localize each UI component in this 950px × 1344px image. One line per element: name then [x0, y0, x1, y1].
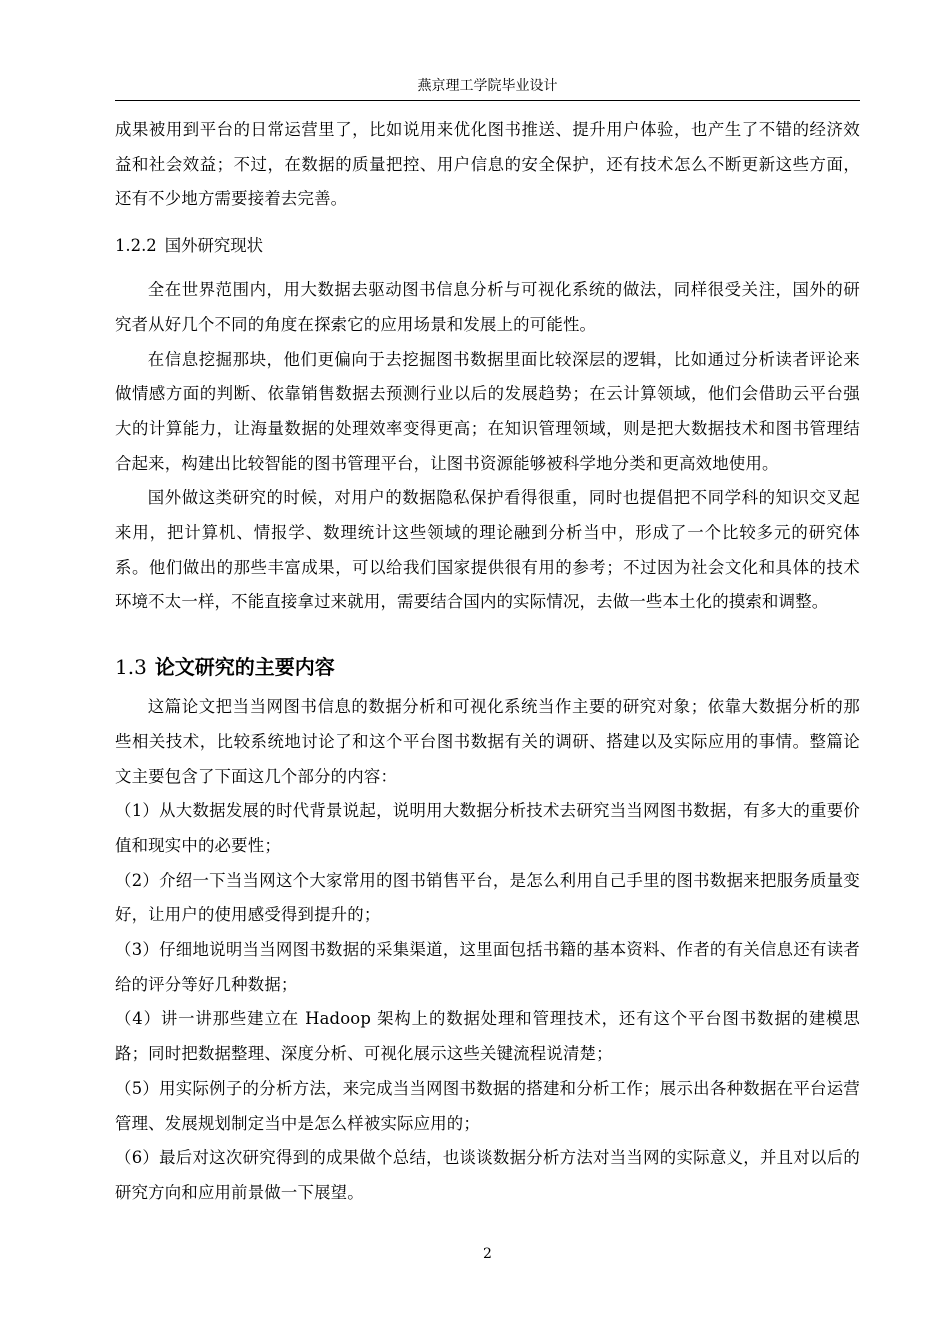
page-number: 2 — [483, 1246, 492, 1262]
list-item: （5）用实际例子的分析方法，来完成当当网图书数据的搭建和分析工作；展示出各种数据在平台运营管理、发展规划制定当中是怎么样被实际应用的； — [115, 1078, 860, 1133]
intro-paragraph: 成果被用到平台的日常运营里了，比如说用来优化图书推送、提升用户体验，也产生了不错的经济效益和社会效益；不过，在数据的质量把控、用户信息的安全保护，还有技术怎么不断更新这些方面，还有不少地方需要接着去完善。 — [115, 120, 860, 209]
page-content — [115, 113, 860, 1211]
section-number: 1.2.2 — [115, 236, 157, 256]
header-divider — [115, 100, 860, 101]
paragraph: 这篇论文把当当网图书信息的数据分析和可视化系统当作主要的研究对象；依靠大数据分析的那些相关技术，比较系统地讨论了和这个平台图书数据有关的调研、搭建以及实际应用的事情。整篇论文主要包含了下面这几个部分的内容： — [115, 697, 860, 786]
page-header: 燕京理工学院毕业设计 — [417, 78, 558, 94]
paragraph: 全在世界范围内，用大数据去驱动图书信息分析与可视化系统的做法，同样很受关注，国外的研究者从好几个不同的角度在探索它的应用场景和发展上的可能性。 — [115, 280, 860, 334]
section-title: 国外研究现状 — [164, 236, 264, 256]
list-item: （6）最后对这次研究得到的成果做个总结，也谈谈数据分析方法对当当网的实际意义，并且对以后的研究方向和应用前景做一下展望。 — [115, 1148, 860, 1202]
section-heading-1-3 — [115, 650, 860, 684]
list-item: （3）仔细地说明当当网图书数据的采集渠道，这里面包括书籍的基本资料、作者的有关信息还有读者给的评分等好几种数据； — [115, 940, 860, 994]
section-number: 1.3 — [115, 655, 147, 680]
paragraph: 国外做这类研究的时候，对用户的数据隐私保护看得很重，同时也提倡把不同学科的知识交叉起来用，把计算机、情报学、数理统计这些领域的理论融到分析当中，形成了一个比较多元的研究体系。他们做出的那些丰富成果，可以给我们国家提供很有用的参考；不过因为社会文化和具体的技术环境不太一样，不能直接拿过来就用，需要结合国内的实际情况，去做一些本土化的摸索和调整。 — [115, 488, 860, 612]
list-item: （4）讲一讲那些建立在 Hadoop 架构上的数据处理和管理技术，还有这个平台图书数据的建模思路；同时把数据整理、深度分析、可视化展示这些关键流程说清楚； — [115, 1009, 860, 1064]
list-item: （2）介绍一下当当网这个大家常用的图书销售平台，是怎么利用自己手里的图书数据来把服务质量变好，让用户的使用感受得到提升的； — [115, 870, 860, 925]
section-title: 论文研究的主要内容 — [154, 655, 335, 680]
list-item: （1）从大数据发展的时代背景说起，说明用大数据分析技术去研究当当网图书数据，有多大的重要价值和现实中的必要性； — [115, 801, 860, 855]
section-heading-1-2-2 — [115, 229, 860, 263]
paragraph: 在信息挖掘那块，他们更偏向于去挖掘图书数据里面比较深层的逻辑，比如通过分析读者评论来做情感方面的判断、依靠销售数据去预测行业以后的发展趋势；在云计算领域，他们会借助云平台强大的计算能力，让海量数据的处理效率变得更高；在知识管理领域，则是把大数据技术和图书管理结合起来，构建出比较智能的图书管理平台，让图书资源能够被科学地分类和更高效地使用。 — [115, 349, 860, 473]
